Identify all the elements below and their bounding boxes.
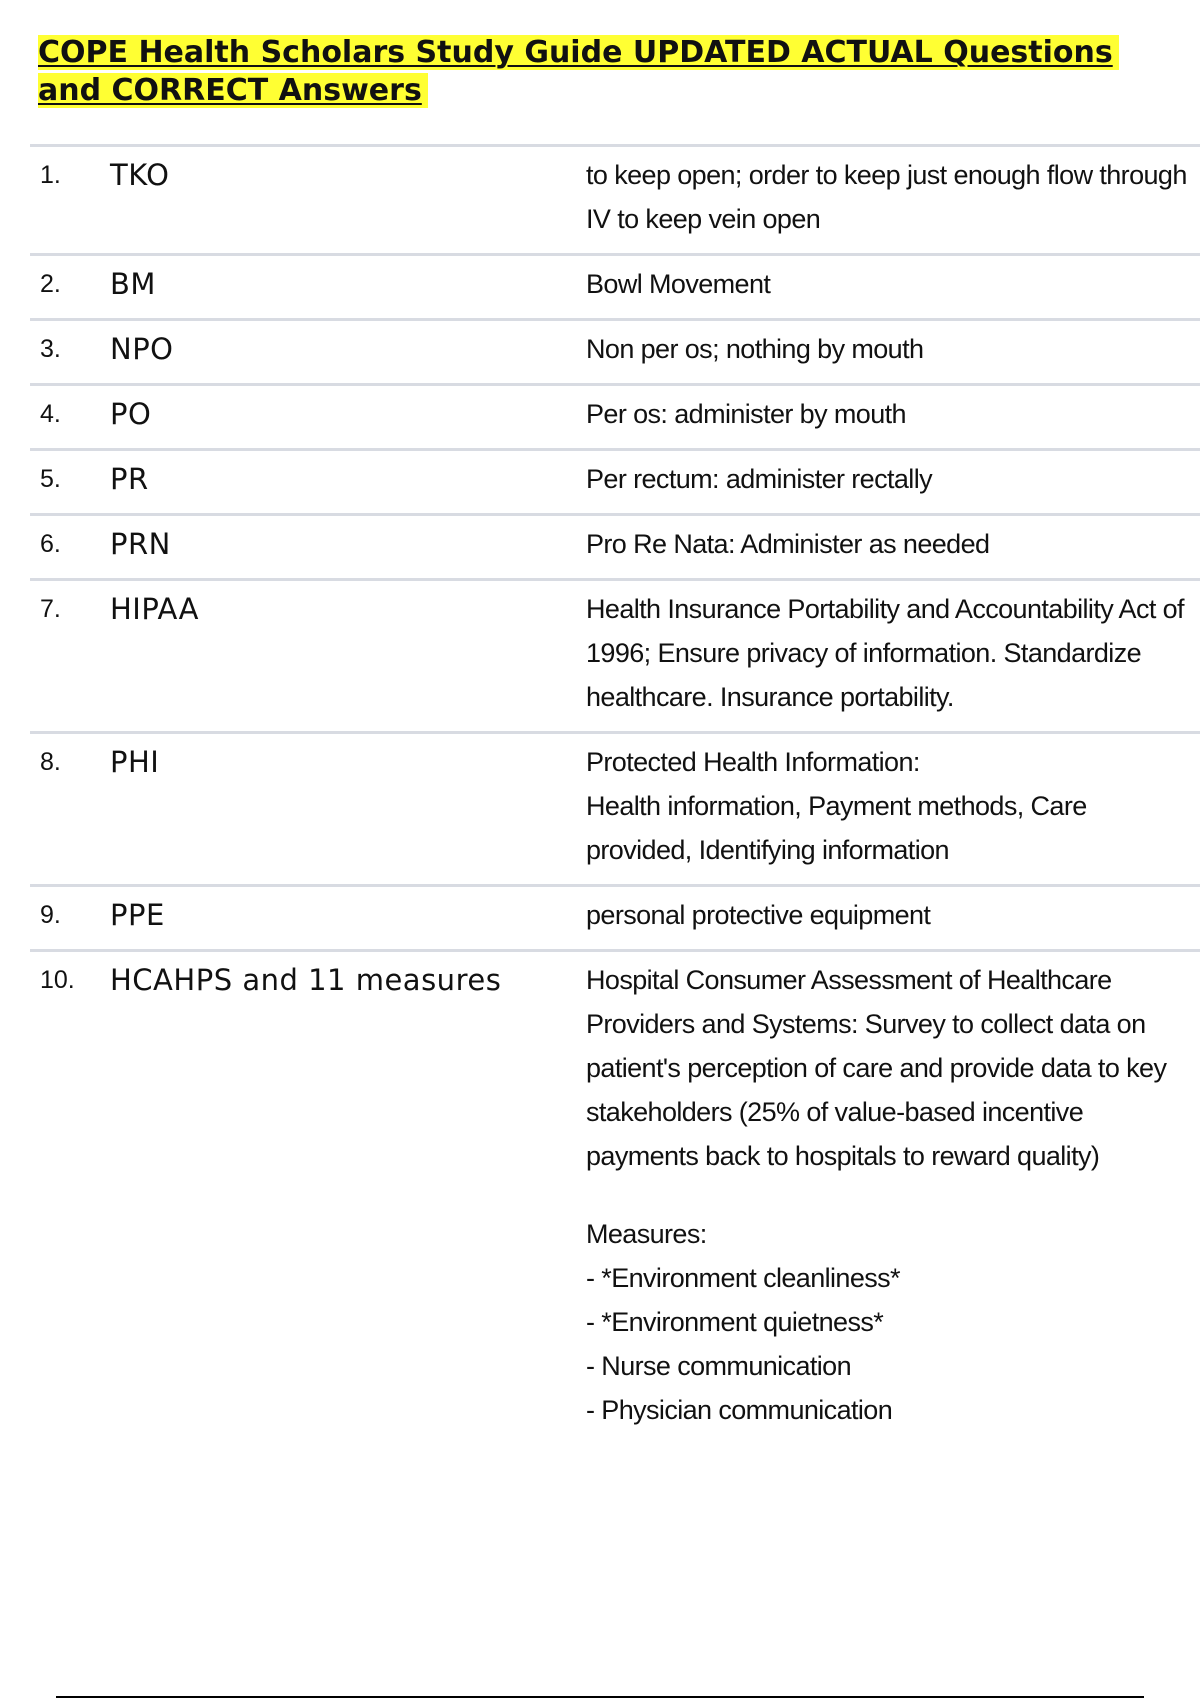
- row-term: BM: [110, 267, 156, 301]
- glossary-row: [30, 949, 1200, 1444]
- row-term: TKO: [110, 158, 170, 192]
- row-term: NPO: [110, 332, 174, 366]
- row-number: 10.: [40, 966, 75, 994]
- definition-text: Pro Re Nata: Administer as needed: [586, 529, 990, 559]
- row-definition: [586, 386, 1198, 448]
- definition-text: Hospital Consumer Assessment of Healthcare Providers and Systems: Survey to collect data on patient's perception of care and provide data to key stakeholders (25% of value-based incentive payments back to hospitals to reward quality): [586, 965, 1167, 1171]
- measure-item: - Physician communication: [586, 1395, 893, 1425]
- row-definition: [586, 516, 1198, 578]
- document-title: [38, 34, 1178, 110]
- definition-text: to keep open; order to keep just enough flow through IV to keep vein open: [586, 160, 1187, 234]
- row-number: 5.: [40, 465, 61, 493]
- row-number: 4.: [40, 400, 61, 428]
- glossary-row: [30, 578, 1200, 731]
- glossary-row: [30, 144, 1200, 253]
- row-number: 9.: [40, 901, 61, 929]
- definition-text: Bowl Movement: [586, 269, 771, 299]
- measures-list: [586, 1256, 1198, 1432]
- definition-text: Per os: administer by mouth: [586, 399, 906, 429]
- row-definition: [586, 147, 1198, 253]
- row-term: HCAHPS and 11 measures: [110, 963, 502, 997]
- glossary-row: [30, 253, 1200, 318]
- measure-item: - Nurse communication: [586, 1351, 851, 1381]
- definition-text: personal protective equipment: [586, 900, 931, 930]
- definition-text: Health information, Payment methods, Care provided, Identifying information: [586, 791, 1087, 865]
- row-term: HIPAA: [110, 592, 199, 626]
- glossary-row: [30, 448, 1200, 513]
- row-definition: [586, 734, 1198, 884]
- document-title-text: COPE Health Scholars Study Guide UPDATED ACTUAL Questions and CORRECT Answers: [38, 35, 1119, 108]
- row-number: 3.: [40, 335, 61, 363]
- row-definition: [586, 581, 1198, 731]
- glossary-row: [30, 731, 1200, 884]
- row-number: 8.: [40, 748, 61, 776]
- row-definition: [586, 256, 1198, 318]
- definition-text: Non per os; nothing by mouth: [586, 334, 924, 364]
- glossary-table: [30, 144, 1200, 1444]
- row-number: 1.: [40, 161, 61, 189]
- definition-text: Per rectum: administer rectally: [586, 464, 933, 494]
- row-number: 2.: [40, 270, 61, 298]
- row-term: PR: [110, 462, 149, 496]
- row-term: PHI: [110, 745, 160, 779]
- row-number: 7.: [40, 595, 61, 623]
- row-definition: [586, 887, 1198, 949]
- row-term: PRN: [110, 527, 171, 561]
- row-term: PO: [110, 397, 152, 431]
- row-definition: [586, 451, 1198, 513]
- glossary-row: [30, 513, 1200, 578]
- row-number: 6.: [40, 530, 61, 558]
- glossary-row: [30, 884, 1200, 949]
- glossary-row: [30, 318, 1200, 383]
- definition-text: Protected Health Information:: [586, 747, 920, 777]
- footer-divider: [56, 1696, 1144, 1698]
- row-definition: [586, 952, 1198, 1444]
- measure-item: - *Environment cleanliness*: [586, 1263, 900, 1293]
- measures-label: Measures:: [586, 1219, 707, 1249]
- definition-text: Health Insurance Portability and Accountability Act of 1996; Ensure privacy of information. Standardize healthcare. Insurance portability.: [586, 594, 1184, 712]
- measure-item: - *Environment quietness*: [586, 1307, 884, 1337]
- glossary-row: [30, 383, 1200, 448]
- row-definition: [586, 321, 1198, 383]
- row-term: PPE: [110, 898, 165, 932]
